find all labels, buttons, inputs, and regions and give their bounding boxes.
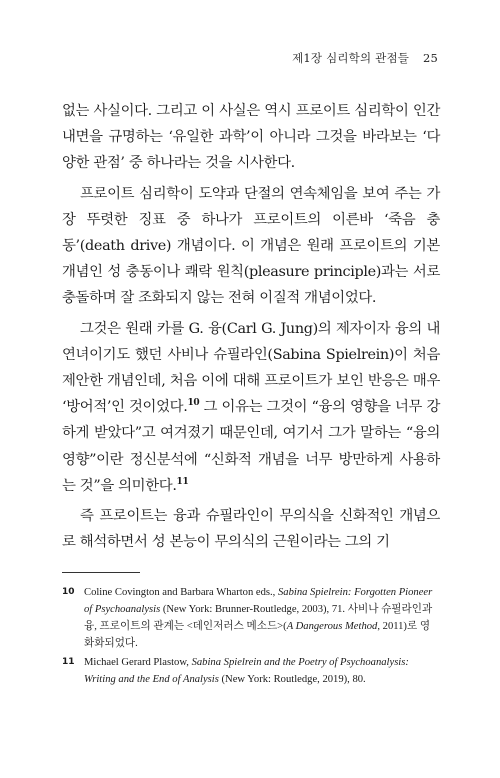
footnote-text: , 2011)로 영화화되었다.	[84, 621, 431, 649]
paragraph	[62, 181, 440, 312]
paragraph	[62, 316, 440, 499]
running-header	[292, 50, 438, 66]
paragraph-text: 프로이트 심리학이 도약과 단절의 연속체임을 보여 주는 가장 뚜렷한 징표 중 하나가 프로이트의 이른바 ‘죽음 충동’(death drive) 개념이다. 이 개념은 원래 프로이트의 기본 개념인 성 충동이나 쾌락 원칙(pleasure principle)과는 서로 충돌하며 잘 조화되지 않는 전혀 이질적 개념이었다.	[62, 185, 440, 307]
footnote-number: 10	[62, 587, 75, 597]
footnote-number: 11	[62, 657, 75, 667]
footnote-title: Sabina Spielrein: Forgotten Pioneer of Psychoanalysis	[84, 587, 433, 615]
paragraph	[62, 503, 440, 555]
footnote	[62, 584, 440, 652]
paragraph-text: 없는 사실이다. 그리고 이 사실은 역시 프로이트 심리학이 인간 내면을 규명하는 ‘유일한 과학’이 아니라 그것을 바라보는 ‘다양한 관점’ 중 하나라는 것을 시사한다.	[62, 103, 440, 172]
footnote-title: A Dangerous Method	[286, 621, 378, 632]
body-text	[62, 98, 440, 559]
footnote-text: (New York: Brunner-Routledge, 2003), 71. 사비나 슈필라인과 융, 프로이트의 관계는 <데인저러스 메소드>(	[84, 604, 433, 632]
paragraph-text: 그 이유는 그것이 “융의 영향을 너무 강하게 받았다”고 여겨졌기 때문인데, 여기서 그가 말하는 “융의 영향”이란 정신분석에 “신화적 개념을 너무 방만하게 사용하는 것”을 의미한다.	[62, 399, 440, 494]
page-number: 25	[422, 51, 438, 65]
footnote	[62, 654, 440, 688]
footnote-text: Michael Gerard Plastow,	[84, 657, 192, 668]
paragraph-text: 그것은 원래 카를 G. 융(Carl G. Jung)의 제자이자 융의 내연녀이기도 했던 사비나 슈필라인(Sabina Spielrein)이 처음 제안한 개념인데, 처음 이에 대해 프로이트가 보인 반응은 매우 ‘방어적’인 것이었다.	[62, 320, 440, 416]
footnote-text: (New York: Routledge, 2019), 80.	[218, 674, 366, 685]
footnote-text: Coline Covington and Barbara Wharton eds.,	[84, 587, 278, 598]
footnote-reference: 10	[187, 398, 200, 409]
footnotes	[62, 584, 440, 690]
footnote-title: Sabina Spielrein and the Poetry of Psychoanalysis: Writing and the End of Analysis	[84, 657, 409, 685]
footnote-divider	[62, 572, 140, 573]
paragraph-text: 즉 프로이트는 융과 슈필라인이 무의식을 신화적인 개념으로 해석하면서 성 본능이 무의식의 근원이라는 그의 기	[62, 508, 440, 551]
footnote-reference: 11	[176, 477, 189, 488]
paragraph	[62, 98, 440, 177]
chapter-title: 제1장 심리학의 관점들	[292, 51, 410, 65]
